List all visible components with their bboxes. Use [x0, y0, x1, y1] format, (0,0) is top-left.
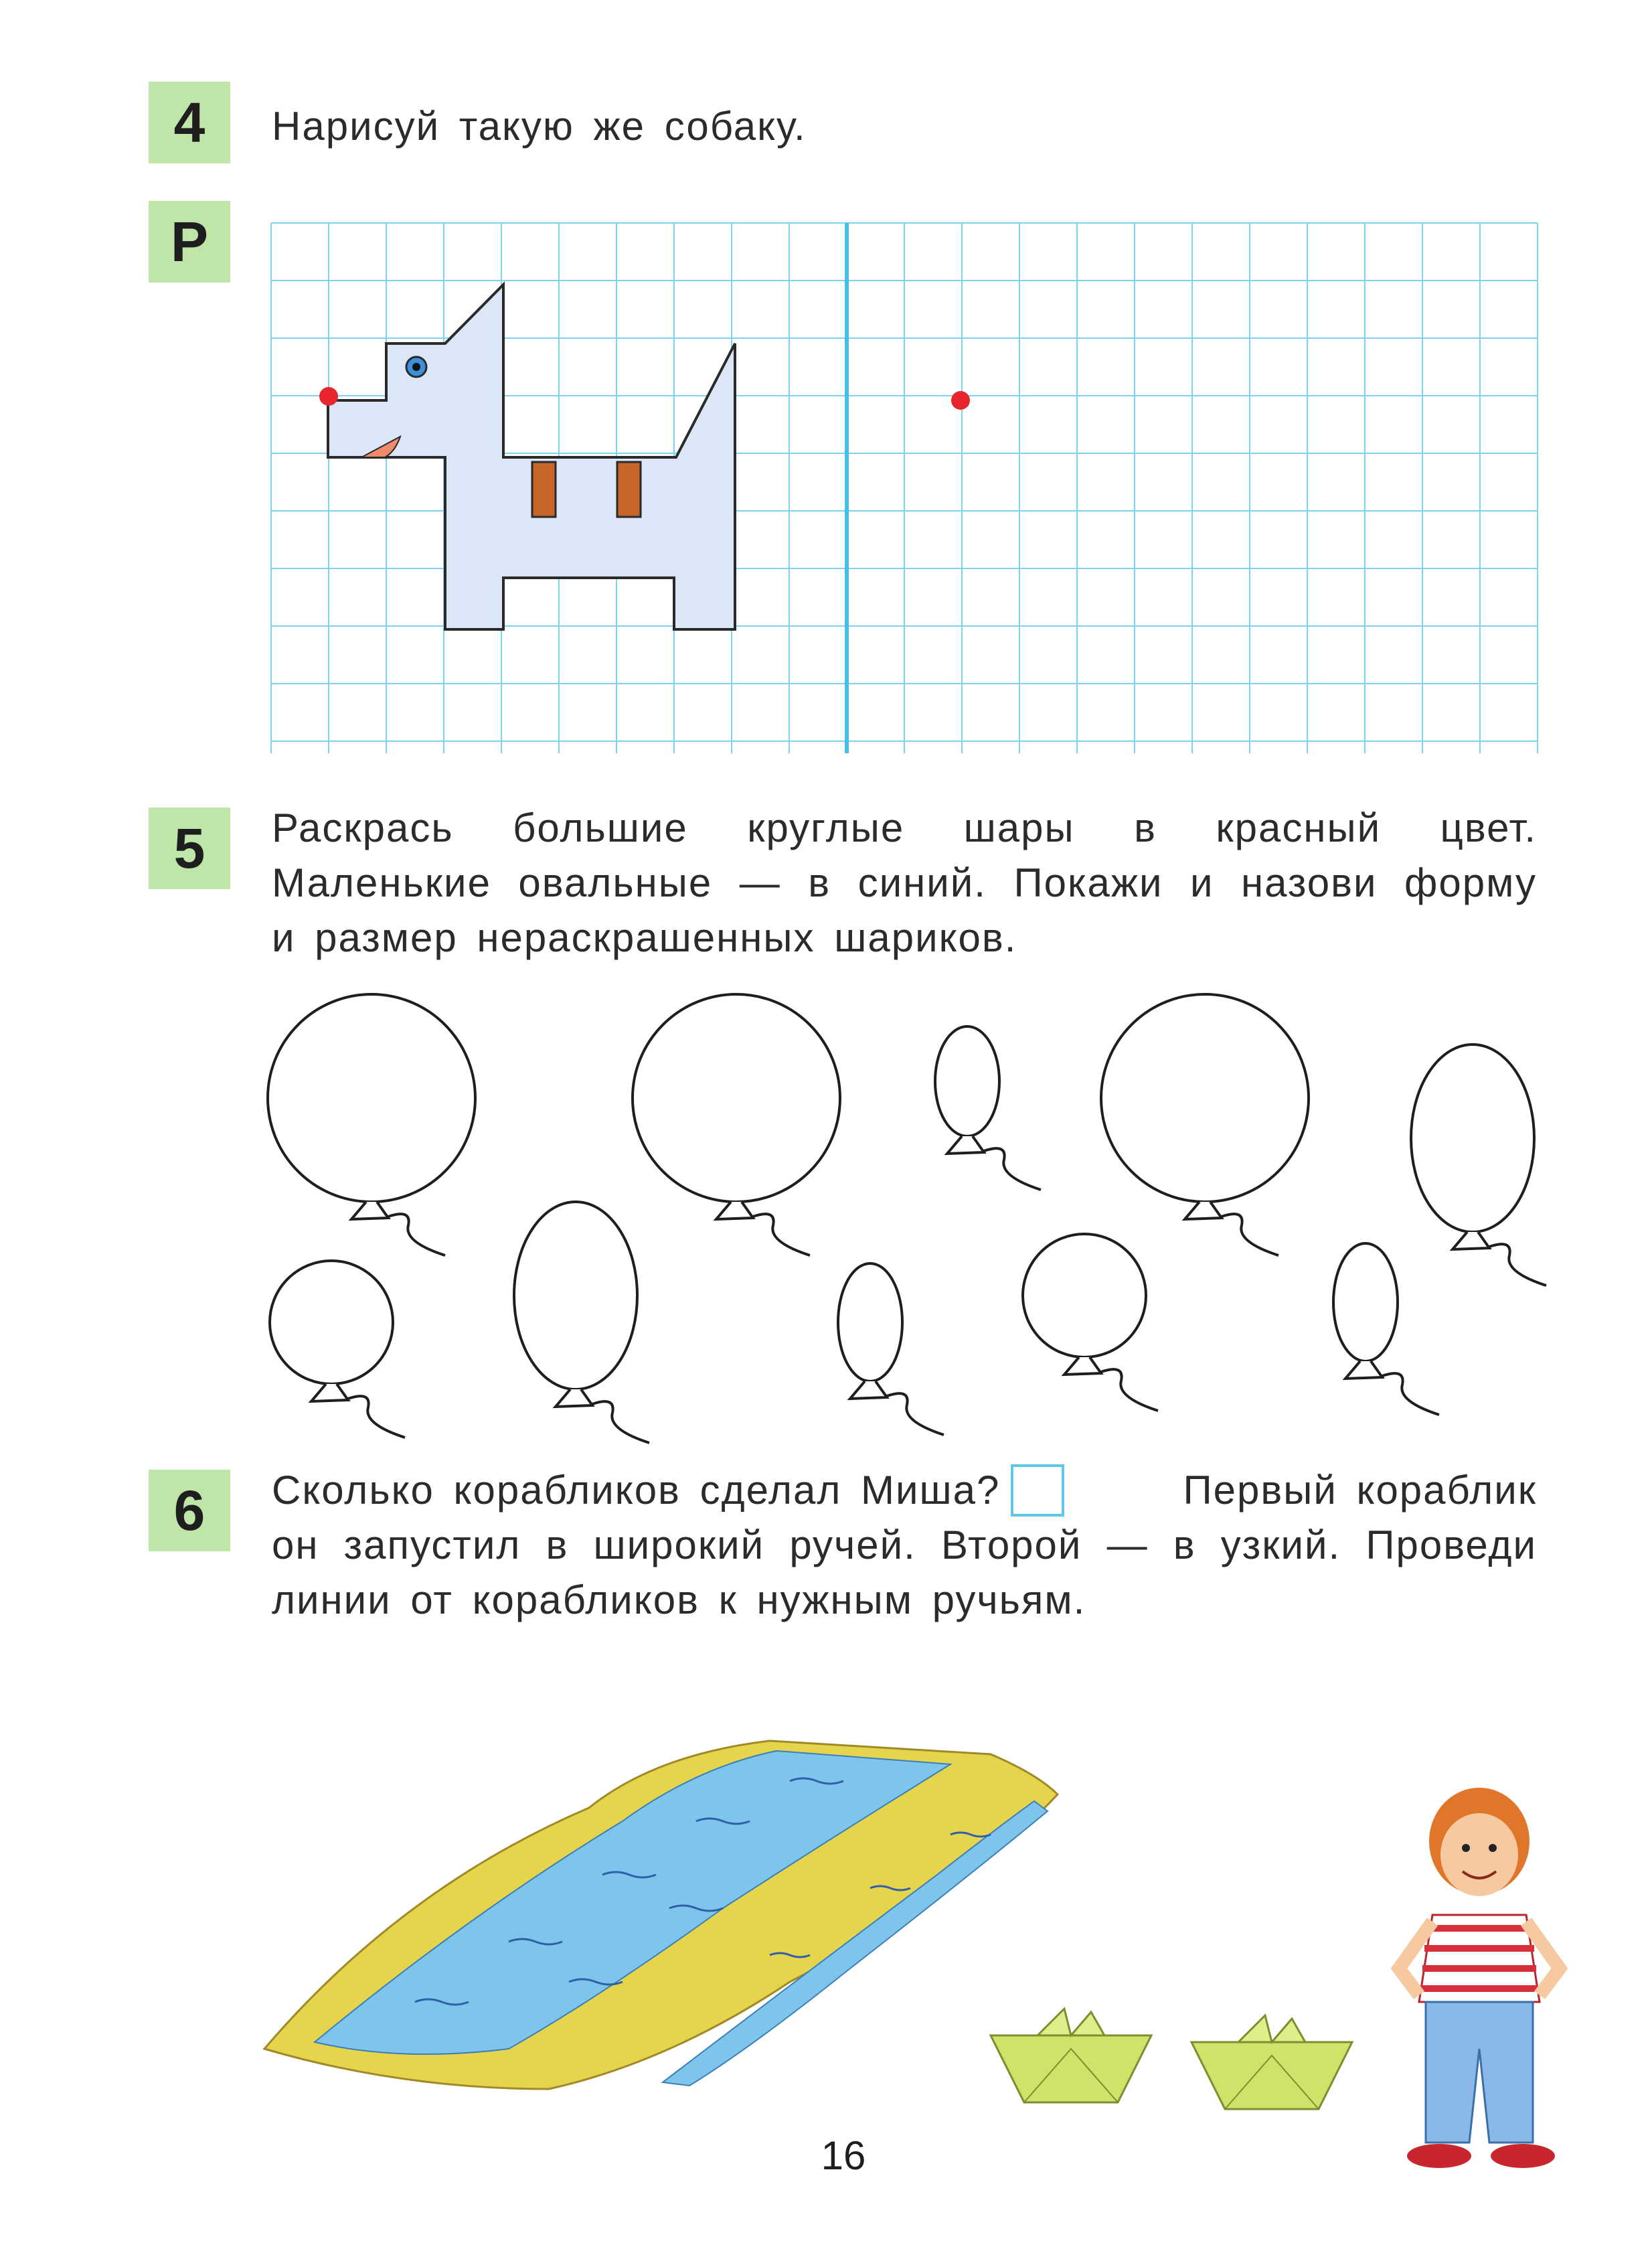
task-6-line1-rest: Первый кораблик: [1183, 1468, 1537, 1513]
task-5-line-1: Раскрась большие круглые шары в красный цвет.: [272, 805, 1537, 850]
task-number-5: 5: [149, 807, 230, 889]
task-number-4: 4: [149, 82, 230, 163]
task-6-question: Сколько корабликов сделал Миша?: [272, 1468, 1001, 1513]
paper-boat[interactable]: [984, 2009, 1158, 2109]
task-4-text: Нарисуй такую же собаку.: [272, 104, 807, 149]
paper-boat[interactable]: [1185, 2015, 1359, 2116]
task-number-6: 6: [149, 1470, 230, 1551]
p-badge: Р: [149, 201, 230, 283]
task-6-line-3: линии от корабликов к нужным ручьям.: [272, 1577, 1086, 1622]
task-6-line-2: он запустил в широкий ручей. Второй — в узкий. Проведи: [272, 1523, 1537, 1567]
boy-illustration: [1372, 1781, 1586, 2183]
task-5-line-3: и размер нераскрашенных шариков.: [272, 915, 1017, 960]
task-5-line-2: Маленькие овальные — в синий. Покажи и назови форму: [272, 860, 1537, 905]
page-number: 16: [821, 2133, 866, 2178]
